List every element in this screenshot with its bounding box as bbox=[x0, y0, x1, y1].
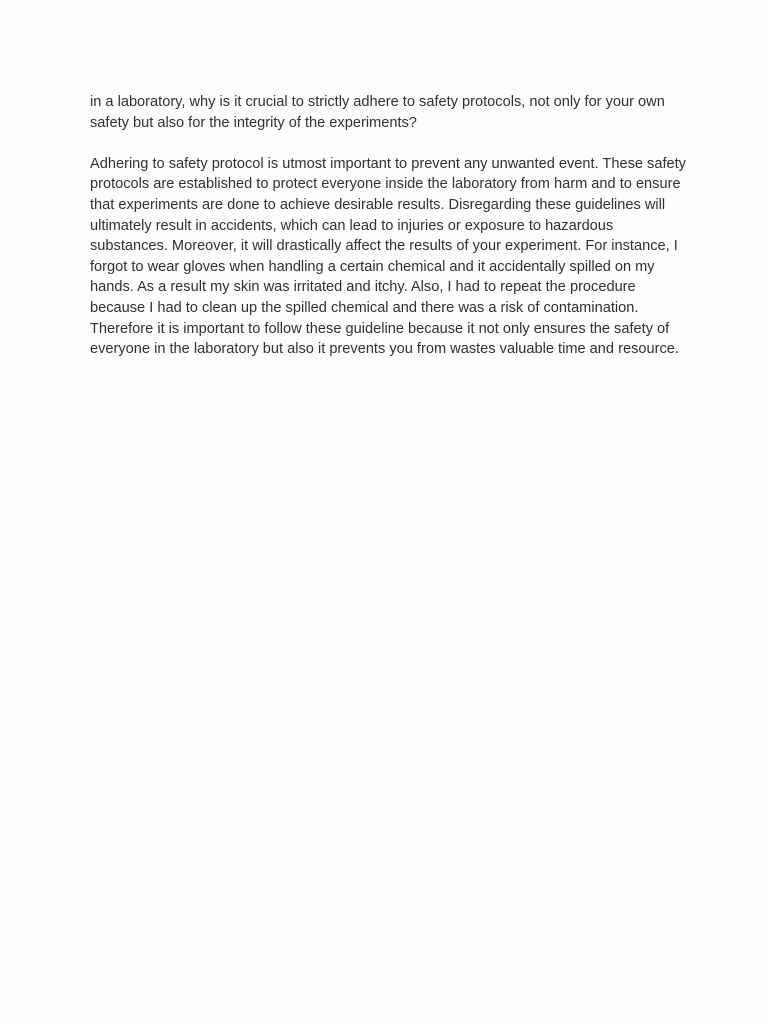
question-paragraph: in a laboratory, why is it crucial to strictly adhere to safety protocols, not only for your own safety but also for the integrity of the experiments? bbox=[90, 94, 665, 131]
document-body bbox=[90, 92, 690, 360]
answer-paragraph: Adhering to safety protocol is utmost important to prevent any unwanted event. These safety protocols are established to protect everyone inside the laboratory from harm and to ensure that experiments are done to achieve desirable results. Disregarding these guidelines will ultimately result in accidents, which can lead to injuries or exposure to hazardous substances. Moreover, it will drastically affect the results of your experiment. For instance, I forgot to wear gloves when handling a certain chemical and it accidentally spilled on my hands. As a result my skin was irritated and itchy. Also, I had to repeat the procedure because I had to clean up the spilled chemical and there was a risk of contamination. Therefore it is important to follow these guideline because it not only ensures the safety of everyone in the laboratory but also it prevents you from wastes valuable time and resource. bbox=[90, 155, 686, 358]
